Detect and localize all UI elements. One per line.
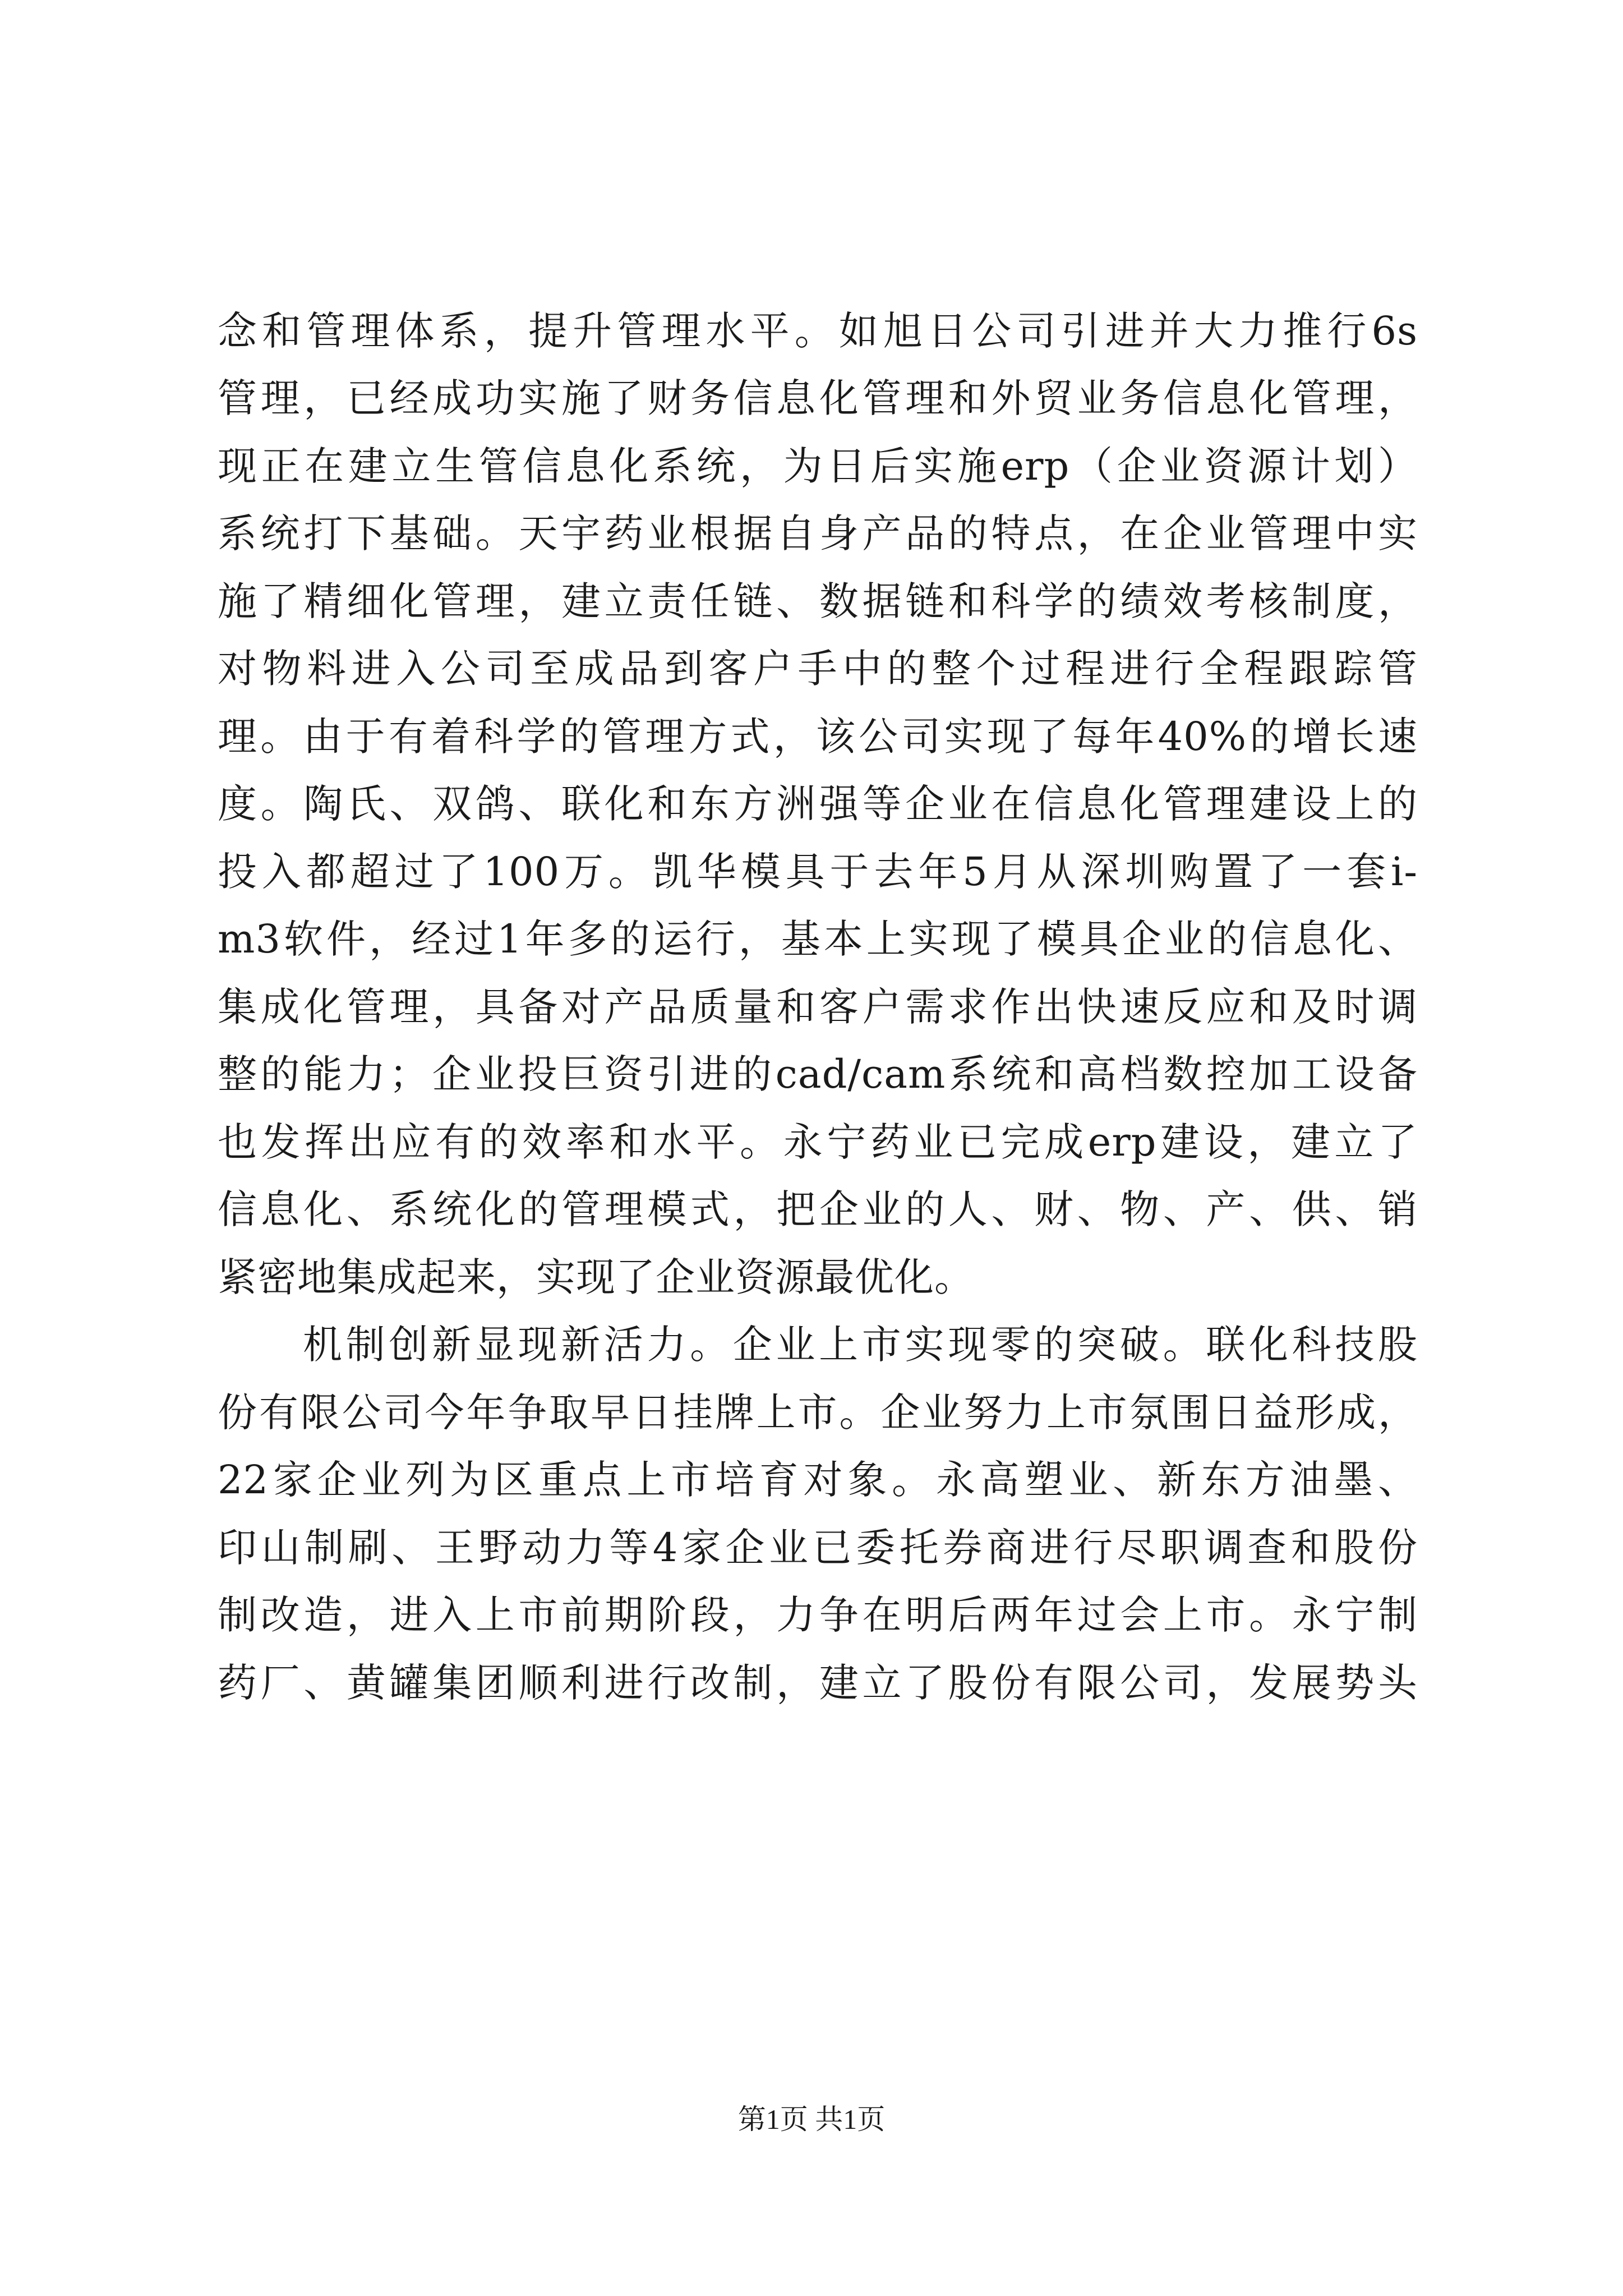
paragraph-1-line-11: 集成化管理，具备对产品质量和客户需求作出快速反应和及时调: [218, 984, 1418, 1030]
paragraph-1-line-4: 系统打下基础。天宇药业根据自身产品的特点，在企业管理中实: [218, 510, 1418, 556]
paragraph-2-line-4: 印山制刷、王野动力等4家企业已委托券商进行尽职调查和股份: [218, 1525, 1418, 1571]
paragraph-2-line-6: 药厂、黄罐集团顺利进行改制，建立了股份有限公司，发展势头: [218, 1660, 1418, 1706]
paragraph-1-line-8: 度。陶氏、双鸽、联化和东方洲强等企业在信息化管理建设上的: [218, 781, 1418, 827]
paragraph-1-line-15: 紧密地集成起来，实现了企业资源最优化。: [218, 1254, 974, 1300]
paragraph-1-line-14: 信息化、系统化的管理模式，把企业的人、财、物、产、供、销: [218, 1186, 1418, 1232]
page-footer: 第1页 共1页: [737, 2104, 886, 2135]
paragraph-1-line-5: 施了精细化管理，建立责任链、数据链和科学的绩效考核制度，: [218, 578, 1418, 624]
paragraph-1-line-13: 也发挥出应有的效率和水平。永宁药业已完成erp建设，建立了: [218, 1119, 1418, 1165]
paragraph-1-line-10: m3软件，经过1年多的运行，基本上实现了模具企业的信息化、: [218, 916, 1418, 962]
paragraph-1-line-3: 现正在建立生管信息化系统，为日后实施erp（企业资源计划）: [218, 443, 1418, 489]
paragraph-2-line-5: 制改造，进入上市前期阶段，力争在明后两年过会上市。永宁制: [218, 1592, 1418, 1638]
paragraph-2-line-3: 22家企业列为区重点上市培育对象。永高塑业、新东方油墨、: [218, 1457, 1418, 1503]
paragraph-2-line-2: 份有限公司今年争取早日挂牌上市。企业努力上市氛围日益形成，: [218, 1389, 1418, 1435]
paragraph-1-line-1: 念和管理体系，提升管理水平。如旭日公司引进并大力推行6s: [218, 308, 1418, 354]
paragraph-1-line-2: 管理，已经成功实施了财务信息化管理和外贸业务信息化管理，: [218, 375, 1418, 421]
paragraph-1-line-6: 对物料进入公司至成品到客户手中的整个过程进行全程跟踪管: [218, 646, 1418, 692]
paragraph-1-line-12: 整的能力；企业投巨资引进的cad/cam系统和高档数控加工设备: [218, 1051, 1418, 1097]
paragraph-1-line-7: 理。由于有着科学的管理方式，该公司实现了每年40%的增长速: [218, 714, 1418, 760]
paragraph-2-line-1: 机制创新显现新活力。企业上市实现零的突破。联化科技股: [303, 1322, 1418, 1368]
paragraph-1-line-9: 投入都超过了100万。凯华模具于去年5月从深圳购置了一套i-: [218, 849, 1418, 895]
